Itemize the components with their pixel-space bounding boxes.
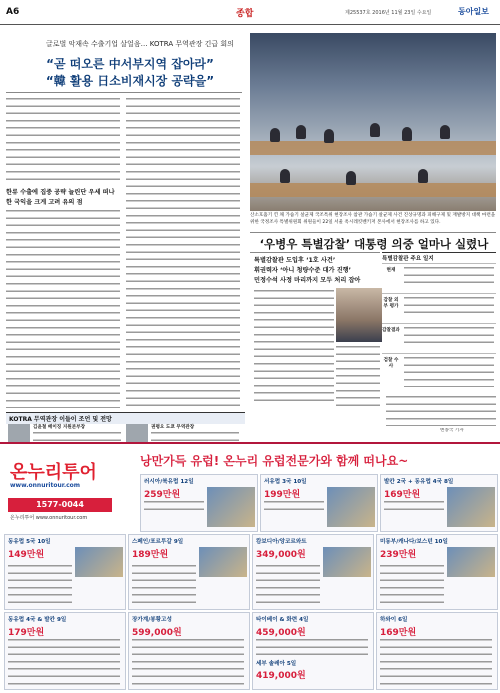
ad-banner: 낭만가득 유럽! 온누리 유럽전문가와 함께 떠나요~: [140, 454, 409, 468]
photo-person: [296, 125, 306, 139]
tour-card: [128, 612, 250, 690]
tour-card: [4, 534, 126, 610]
ad-brand-logo: 온누리투어: [10, 462, 97, 483]
row-value: [404, 297, 494, 319]
tour-title: 동유럽 5국 10일: [8, 539, 51, 545]
section-label: 종합: [236, 9, 254, 19]
tour-title: 미동부/캐나다/보스턴 10일: [380, 539, 448, 545]
article2-portrait: [336, 288, 382, 342]
tour-price: 189만원: [132, 550, 169, 560]
tour-details: [8, 565, 72, 603]
tour-card: [376, 612, 498, 690]
tour-photo: [323, 547, 371, 577]
member-name: 김윤철 베이징 지원본부장: [33, 425, 86, 430]
row-value: [404, 357, 494, 387]
tour-title: 하와이 6일: [380, 617, 408, 623]
paper-logo: 동아일보: [458, 7, 489, 16]
side-table-row: [382, 263, 496, 292]
photo-person: [370, 123, 380, 137]
tour-title: 타이베이 & 화련 4일: [256, 617, 309, 623]
tour-title: 발칸 2국 + 동유럽 4국 8일: [384, 479, 454, 485]
tour-details: [8, 639, 120, 685]
tour-photo: [447, 547, 495, 577]
tour-title: 세부 솔레아 5일: [256, 661, 297, 667]
photo-person: [280, 169, 290, 183]
tour-details: [384, 501, 444, 513]
side-table-row: [382, 353, 496, 390]
tour-details: [380, 639, 492, 685]
side-table-title: 특별감찰관 주요 일지: [382, 256, 434, 262]
tour-card: [252, 534, 374, 610]
travel-advertisement: [0, 442, 500, 693]
ad-site: 온누리투어 www.onnuritour.com: [10, 515, 88, 521]
member-name: 권평오 도쿄 무역관장: [151, 425, 195, 430]
divider: [250, 232, 496, 233]
tour-photo: [207, 487, 255, 527]
tour-card: [4, 612, 126, 690]
tour-price: 239만원: [380, 550, 417, 560]
row-key: 감찰결과: [382, 328, 400, 333]
tour-details: [144, 501, 204, 513]
tour-details: [132, 565, 196, 603]
tour-details: [132, 639, 244, 685]
article1-headline-1: “곧 떠오른 中서부지역 잡아라”: [46, 57, 214, 71]
row-key: 현재: [386, 268, 396, 273]
photo-person: [270, 128, 280, 142]
row-value: [404, 327, 494, 349]
article2-body-col3: [386, 396, 496, 426]
tour-price: 349,000원: [256, 550, 306, 560]
tour-price: 599,000원: [132, 628, 182, 638]
row-key: 감찰 외부 평가: [383, 298, 399, 309]
article2-body-col1: [254, 290, 334, 406]
ad-phone: 1577-0044: [8, 498, 112, 512]
photo-person: [324, 129, 334, 143]
tour-title: 동유럽 4국 & 발칸 9일: [8, 617, 67, 623]
tour-photo: [199, 547, 247, 577]
tour-price: 459,000원: [256, 628, 306, 638]
tour-price: 149만원: [8, 550, 45, 560]
tour-price: 419,000원: [256, 671, 306, 681]
page-number: A6: [6, 7, 20, 17]
tour-title: 러시아/북유럽 12일: [144, 479, 194, 485]
article2-subhead-2: 휘권력자 ‘아니 청량수준 대가 진행’: [254, 267, 351, 274]
tour-card: [376, 534, 498, 610]
article2-subhead-3: 민정수석 사정 마리까지 모두 처리 잡아: [254, 277, 361, 284]
divider: [6, 92, 242, 93]
tour-title: 장가계/봉황고성: [132, 617, 172, 623]
side-table-row: [382, 323, 496, 352]
tour-details: [380, 565, 444, 603]
article1-headline-2: “韓 활용 日소비재시장 공략을”: [45, 74, 215, 88]
tour-title: 캄보디아/앙코르와트: [256, 539, 307, 545]
tour-photo: [327, 487, 375, 527]
tour-card: [252, 612, 374, 690]
kotra-panel-title: KOTRA 무역관장 이들이 조언 및 전망: [6, 412, 245, 424]
issue-date: 제25537호 2016년 11월 23일 수요일: [345, 10, 432, 16]
tour-photo: [447, 487, 495, 527]
article1-body-col2: [126, 98, 240, 408]
photo-person: [402, 127, 412, 141]
tour-price: 259만원: [144, 490, 181, 500]
tour-price: 169만원: [384, 490, 421, 500]
article1-body-col1: [6, 98, 120, 184]
ad-brand-block: [4, 454, 114, 524]
side-table-row: [382, 293, 496, 322]
tour-title: 스페인/포르투갈 9일: [132, 539, 184, 545]
row-value: [404, 267, 494, 289]
photo-caption: 산소호흡기 낀 채 가습기 살균제 국조특위 현장조사 참관 가습기 살균제 사건 진상규명과 피해구제 및 재발방지 대책 마련을 위한 국정조사 특별위원회 위원들이 22일 서울 옥시레킷벤키저 본사에서 현장조사를 하고 있다.: [250, 213, 496, 225]
photo-person: [346, 171, 356, 185]
tour-price: 169만원: [380, 628, 417, 638]
tour-photo: [75, 547, 123, 577]
tour-card: [140, 474, 258, 532]
photo-desk: [250, 141, 496, 155]
photo-desk: [250, 183, 496, 197]
ad-brand-url: www.onnuritour.com: [10, 482, 81, 489]
row-key: 검찰 수사: [383, 358, 399, 369]
tour-card: [260, 474, 378, 532]
article1-subhead: 한류 수출에 집중 공략 늘린단 우세 떠나 한 국익을 크게 고려 유의 점: [6, 189, 115, 206]
page-header: [0, 0, 500, 25]
news-photo: [250, 33, 496, 211]
article1-body-col1b: [6, 210, 120, 408]
tour-details: [256, 565, 320, 603]
tour-title: 서유럽 3국 10일: [264, 479, 307, 485]
tour-details: [264, 501, 324, 513]
tour-card: [380, 474, 498, 532]
article1-kicker: 글로벌 악재속 수출기업 살얼음… KOTRA 무역관장 긴급 회의: [46, 40, 234, 48]
photo-person: [440, 125, 450, 139]
article2-headline: ‘우병우 특별감찰’ 대통령 의중 얼마나 실렸나: [259, 237, 489, 251]
tour-card: [128, 534, 250, 610]
tour-price: 179만원: [8, 628, 45, 638]
photo-person: [418, 169, 428, 183]
tour-details: [256, 639, 368, 659]
divider: [250, 252, 380, 253]
article2-body-col2: [336, 346, 380, 406]
tour-price: 199만원: [264, 490, 301, 500]
article2-byline: 변종국 기자: [440, 428, 464, 433]
article2-subhead-1: 특별감찰관 도입후 ‘1호 사건’: [254, 257, 336, 264]
side-table: [382, 252, 496, 393]
